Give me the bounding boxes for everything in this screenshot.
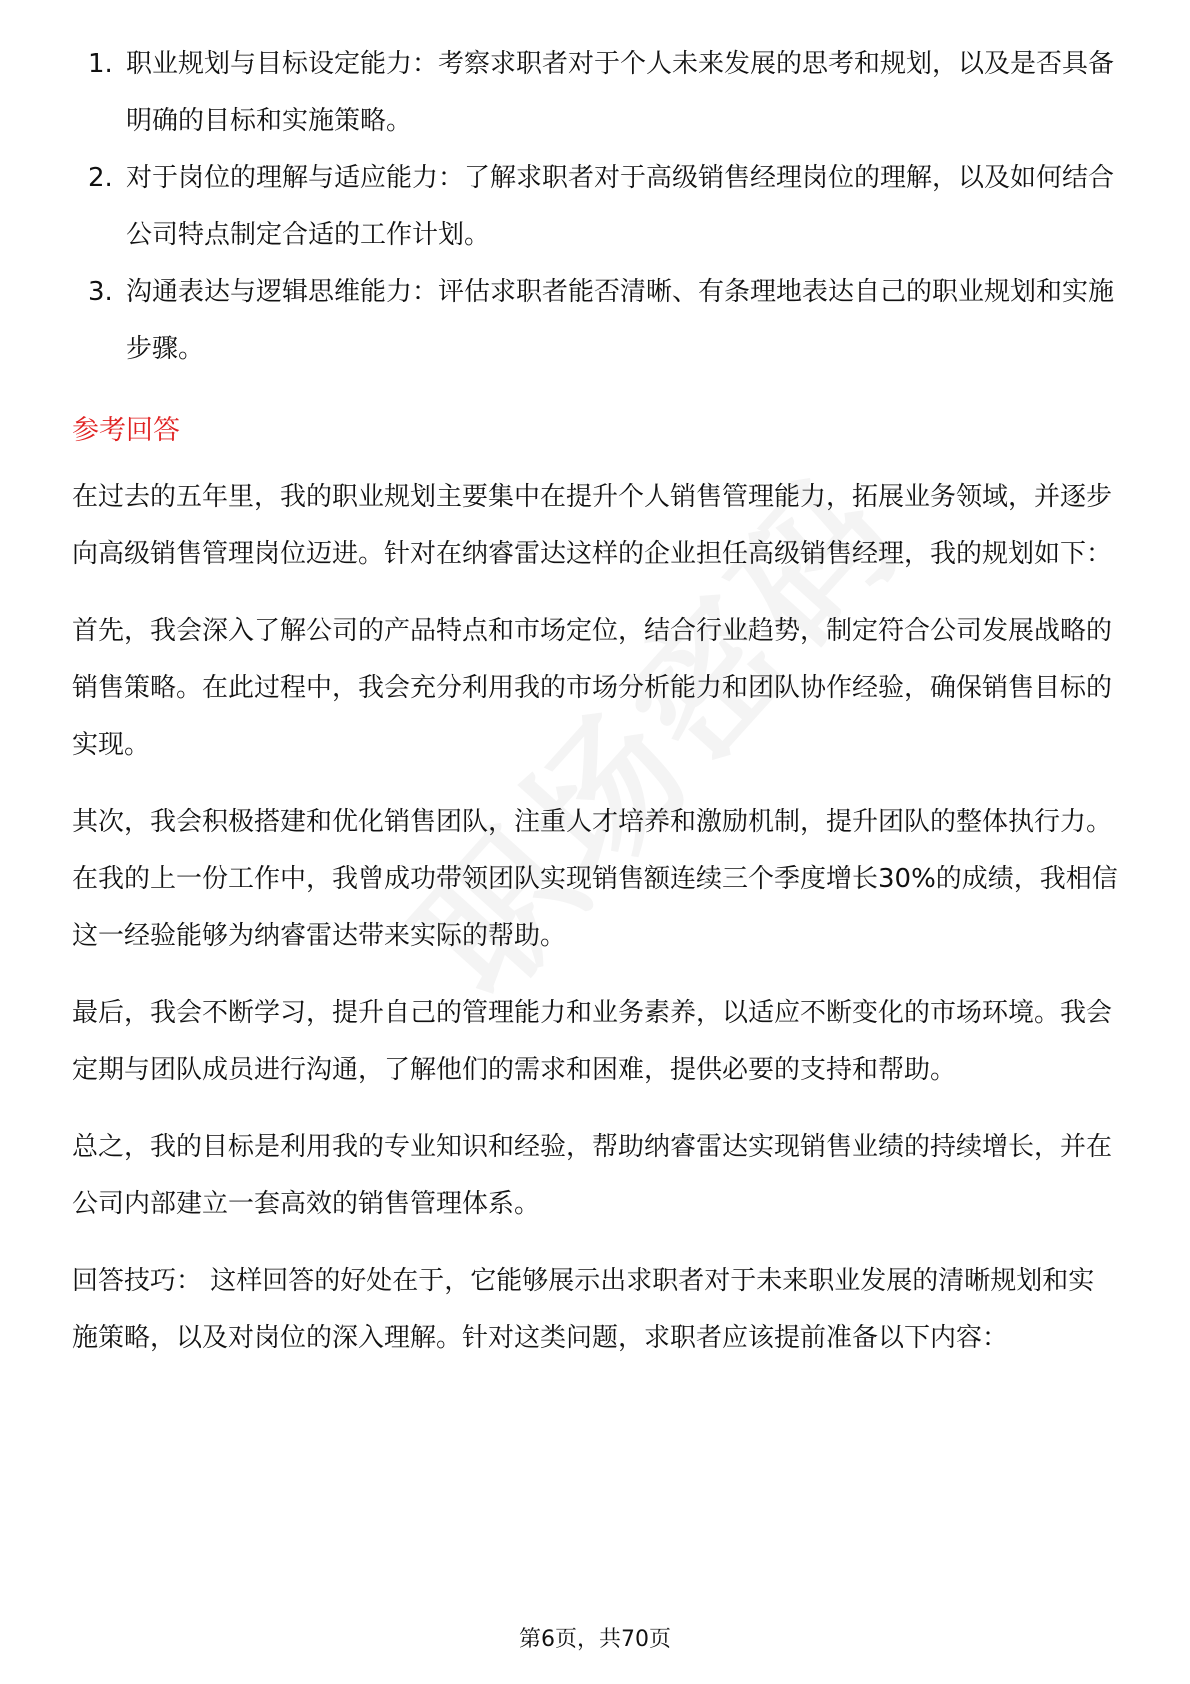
criteria-list <box>72 36 1118 378</box>
criteria-text: 职业规划与目标设定能力：考察求职者对于个人未来发展的思考和规划，以及是否具备明确的目标和实施策略。 <box>126 49 1115 136</box>
answer-paragraph: 总之，我的目标是利用我的专业知识和经验，帮助纳睿雷达实现销售业绩的持续增长，并在公司内部建立一套高效的销售管理体系。 <box>72 1132 1113 1219</box>
criteria-item <box>72 264 1118 378</box>
page-number: 第6页，共70页 <box>519 1627 671 1652</box>
answer-paragraph: 其次，我会积极搭建和优化销售团队，注重人才培养和激励机制，提升团队的整体执行力。在我的上一份工作中，我曾成功带领团队实现销售额连续三个季度增长30%的成绩，我相信这一经验能够为纳睿雷达带来实际的帮助。 <box>72 807 1118 951</box>
criteria-item <box>72 150 1118 264</box>
section-title: 参考回答 <box>72 415 180 446</box>
criteria-number: 3. <box>88 277 113 307</box>
criteria-text: 对于岗位的理解与适应能力：了解求职者对于高级销售经理岗位的理解，以及如何结合公司特点制定合适的工作计划。 <box>126 163 1115 250</box>
criteria-item <box>72 36 1118 150</box>
page-content <box>72 36 1118 1387</box>
answer-tips-paragraph: 回答技巧： 这样回答的好处在于，它能够展示出求职者对于未来职业发展的清晰规划和实施策略，以及对岗位的深入理解。针对这类问题，求职者应该提前准备以下内容： <box>72 1266 1095 1353</box>
answer-paragraph: 最后，我会不断学习，提升自己的管理能力和业务素养，以适应不断变化的市场环境。我会定期与团队成员进行沟通，了解他们的需求和困难，提供必要的支持和帮助。 <box>72 998 1113 1085</box>
criteria-number: 1. <box>88 49 113 79</box>
answer-paragraph: 在过去的五年里，我的职业规划主要集中在提升个人销售管理能力，拓展业务领域，并逐步向高级销售管理岗位迈进。针对在纳睿雷达这样的企业担任高级销售经理，我的规划如下： <box>72 482 1113 569</box>
criteria-text: 沟通表达与逻辑思维能力：评估求职者能否清晰、有条理地表达自己的职业规划和实施步骤。 <box>126 277 1115 364</box>
answer-paragraph: 首先，我会深入了解公司的产品特点和市场定位，结合行业趋势，制定符合公司发展战略的销售策略。在此过程中，我会充分利用我的市场分析能力和团队协作经验，确保销售目标的实现。 <box>72 616 1113 760</box>
criteria-number: 2. <box>88 163 113 193</box>
